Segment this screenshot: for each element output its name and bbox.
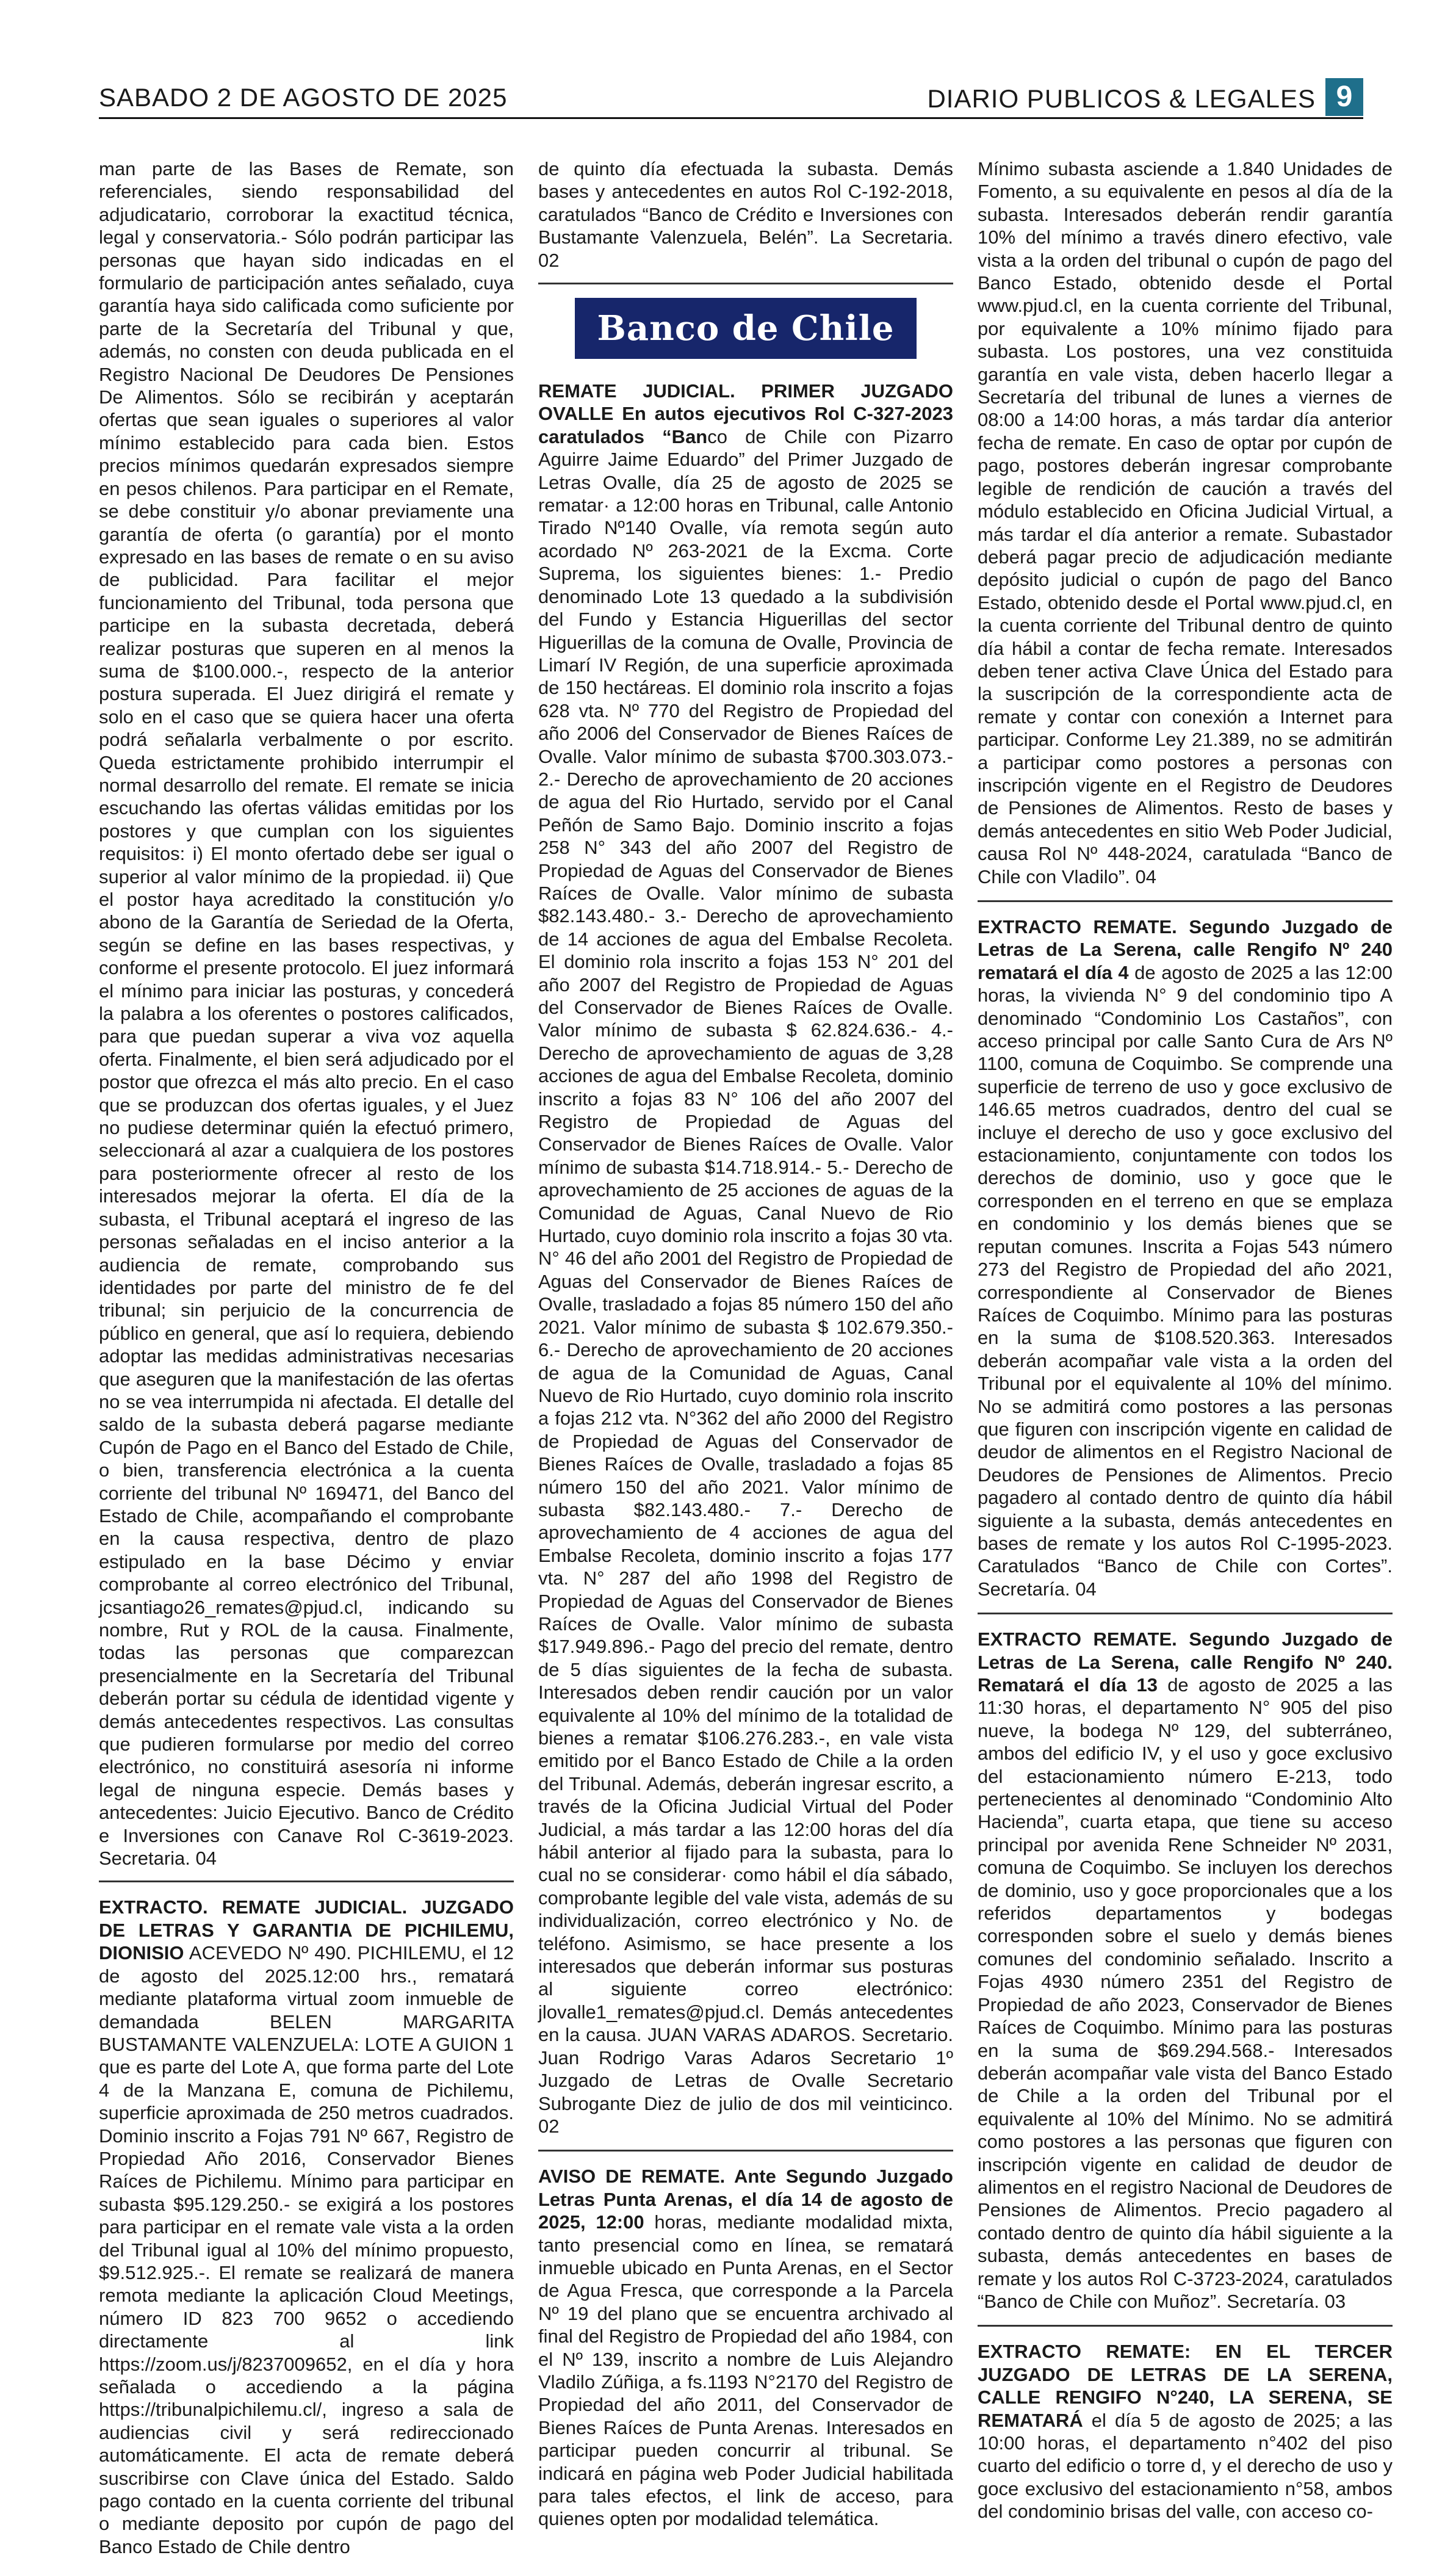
notice-heading: EXTRACTO REMATE. Segundo Juzgado de Letras de La Serena, calle Rengifo Nº 240 rematará el día 4 <box>978 916 1393 983</box>
notice-la-serena-munoz <box>978 1628 1393 2313</box>
notice-punta-arenas <box>538 2165 953 2531</box>
notice-divider <box>978 900 1393 902</box>
notice-continuation-vladilo: Mínimo subasta asciende a 1.840 Unidades de Fomento, a su equivalente en pesos al día de la subasta. Interesados deberán rendir garantía 10% del mínimo a través dinero efectivo, vale vista a la orden del tribunal o cupón de pago del Banco Estado, obtenido desde el Portal www.pjud.cl, en la cuenta corriente del Tribunal, por equivalente a 10% mínimo fijado para subasta. Los postores, una vez constituida garantía en vale vista, deben hacerlo llegar a Secretaría del tribunal de lunes a viernes de 08:00 a 14:00 horas, a más tardar día anterior fecha de remate. En caso de optar por cupón de pago, postores deberán ingresar comprobante legible de rendición de caución a través del módulo establecido en Oficina Judicial Virtual, a más tardar el día anterior a remate. Subastador deberá pagar precio de adjudicación mediante depósito judicial o cupón de pago del Banco Estado, obtenido desde el Portal www.pjud.cl, en la cuenta corriente del Tribunal dentro de quinto día hábil a contar de fecha remate. Interesados deben tener activa Clave Única del Estado para la suscripción de la correspondiente acta de remate y contar con conexión a Internet para participar. Conforme Ley 21.389, no se admitirán a participar como postores a personas con inscripción vigente en el Registro de Deudores de Pensiones de Alimentos. Resto de bases y demás antecedentes en sitio Web Poder Judicial, causa Rol Nº 448-2024, caratulada “Banco de Chile con Vladilo”. 04 <box>978 158 1393 887</box>
column-2 <box>538 157 953 2531</box>
notice-divider <box>99 1881 514 1882</box>
notice-body: ACEVEDO Nº 490. PICHILEMU, el 12 de agosto del 2025.12:00 hrs., rematará mediante plataforma virtual zoom inmueble de demandada BELEN MARGARITA BUSTAMANTE VALENZUELA: LOTE A GUION 1 que es parte del Lote A, que forma parte del Lote 4 de la Manzana E, comuna de Pichilemu, superficie aproximada de 250 metros cuadrados. Dominio inscrito a Fojas 791 Nº 667, Registro de Propiedad Año 2016, Conservador Bienes Raíces de Pichilemu. Mínimo para participar en subasta $95.129.250.- se exigirá a los postores para participar en el remate vale vista a la orden del Tribunal igual al 10% del mínimo propuesto, $9.512.925.-. El remate se realizará de manera remota mediante la aplicación Cloud Meetings, número ID 823 700 9652 o accediendo directamente al link https://zoom.us/j/8237009652, en el día y hora señalada o accediendo a la página https://tribunalpichilemu.cl/, ingreso a sala de audiencias civil y será redireccionado automáticamente. El acta de remate deberá suscribirse con Clave única del Estado. Saldo pago contado en la cuenta corriente del tribunal o mediante deposito por cupón de pago del Banco Estado de Chile dentro <box>99 1942 514 2557</box>
notice-continuation-bci-canave: man parte de las Bases de Remate, son referenciales, siendo responsabilidad del adjudicatario, corroborar la exactitud técnica, legal y conservatoria.- Sólo podrán participar las personas que hayan sido indicadas en el formulario de participación antes señalado, cuya garantía haya sido calificada como suficiente por parte de la Secretaría del Tribunal y que, además, no consten con deuda publicada en el Registro Nacional De Deudores De Pensiones De Alimentos. Sólo se recibirán y aceptarán ofertas que sean iguales o superiores al valor mínimo establecido para cada bien. Estos precios mínimos quedarán expresados siempre en pesos chilenos. Para participar en el Remate, se debe constituir y/o abonar previamente una garantía de oferta (o garantía) por el monto expresado en las bases de remate o en su aviso de publicidad. Para facilitar el mejor funcionamiento del Tribunal, toda persona que participe en la subasta decretada, deberá realizar posturas que superen en al menos la suma de $100.000.-, respecto de la anterior postura superada. El Juez dirigirá el remate y solo en el caso que se quiera hacer una oferta podrá señalarla verbalmente o por escrito. Queda estrictamente prohibido interrumpir el normal desarrollo del remate. El remate se inicia escuchando las ofertas válidas emitidas por los postores y que cumplan con los siguientes requisitos: i) El monto ofertado debe ser igual o superior al valor mínimo de la propiedad. ii) Que el postor haya acreditado la constitución y/o abono de la Garantía de Seriedad de la Oferta, según se define en las bases respectivas, y conforme el presente protocolo. El juez informará el mínimo para iniciar las posturas, y concederá la palabra a los oferentes o postores calificados, para que puedan superar a viva voz aquella oferta. Finalmente, el bien será adjudicado por el postor que ofrezca el más alto precio. En el caso que se produzcan dos ofertas iguales, y el Juez no pudiese determinar quién la efectuó primero, seleccionará al azar a cualquiera de los postores para posteriormente ofrecer al resto de los interesados mejorar la oferta. El día de la subasta, el Tribunal aceptará el ingreso de las personas señaladas en el inciso anterior a la audiencia de remate, comprobando sus identidades por parte del ministro de fe del tribunal; sin perjuicio de la concurrencia de público en general, que así lo requiera, debiendo adoptar las medidas administrativas necesarias que aseguren que la manifestación de las ofertas no se vea interrumpida ni afectada. El detalle del saldo de la subasta deberá pagarse mediante Cupón de Pago en el Banco del Estado de Chile, o bien, transferencia electrónica a la cuenta corriente del tribunal Nº 169471, del Banco del Estado de Chile, acompañando el comprobante en la causa respectiva, dentro de plazo estipulado en la base Décimo y enviar comprobante al correo electrónico del Tribunal, jcsantiago26_remates@pjud.cl, indicando su nombre, Rut y ROL de la causa. Finalmente, todas las personas que comparezcan presencialmente en la Secretaría del Tribunal deberán portar su cédula de identidad vigente y demás antecedentes respectivos. Las consultas que pudieren formularse por medio del correo electrónico, no constituirá asesoría ni informe legal de ninguna especie. Demás bases y antecedentes: Juicio Ejecutivo. Banco de Crédito e Inversiones con Canave Rol C-3619-2023. Secretaria. 04 <box>99 158 514 1870</box>
notice-la-serena-tercer-juzgado <box>978 2340 1393 2523</box>
notice-body: el día 5 de agosto de 2025; a las 10:00 horas, el departamento n°402 del piso cuarto del edificio o torre d, y el derecho de uso y goce exclusivo del estacionamiento n°58, ambos del condominio brisas del valle, con acceso co- <box>978 2409 1393 2523</box>
banco-de-chile-logo: Banco de Chile <box>575 298 917 359</box>
notice-body: de agosto de 2025 a las 12:00 horas, la vivienda N° 9 del condominio tipo A denominado “Condominio Los Castaños”, con acceso principal por calle Santo Cura de Ars Nº 1100, comuna de Coquimbo. Se comprende una superficie de terreno de uso y goce exclusivo de 146.65 metros cuadrados, dentro del cual se incluye el derecho de uso y goce exclusivo del estacionamiento, conjuntamente con todos los derechos de dominio, uso y goce que le corresponden en el terreno en que se emplaza en condominio y los demás bienes que se reputan comunes. Inscrita a Fojas 543 número 273 del Registro de Propiedad del año 2021, correspondiente al Conservador de Bienes Raíces de Coquimbo. Mínimo para las posturas en la suma de $108.520.363. Interesados deberán acompañar vale vista a la orden del Tribunal por el equivalente al 10% del mínimo. No se admitirá como postores a las personas que figuren con inscripción vigente en calidad de deudor de alimentos en el Registro Nacional de Deudores de Pensiones de Alimentos. Precio pagadero al contado dentro de quinto día hábil siguiente a la subasta, demás antecedentes en bases de remate y los autos Rol C-1995-2023. Caratulados “Banco de Chile con Cortes”. Secretaría. 04 <box>978 961 1393 1600</box>
notice-body: horas, mediante modalidad mixta, tanto presencial como en línea, se rematará inmueble ubicado en Punta Arenas, en el Sector de Agua Fresca, que corresponde a la Parcela Nº 19 del plano que se encuentra archivado al final del Registro de Propiedad del año 1984, con el Nº 139, inscrito a nombre de Luis Alejandro Vladilo Zúñiga, a fs.1193 N°2170 del Registro de Propiedad del año 2011, del Conservador de Bienes Raíces de Punta Arenas. Interesados en participar pueden concurrir al tribunal. Se indicará en página web Poder Judicial habilitada para tales efectos, el link de acceso, para quienes opten por modalidad telemática. <box>538 2211 953 2530</box>
notice-heading: REMATE JUDICIAL. PRIMER JUZGADO OVALLE En autos ejecutivos Rol C-327-2023 caratulados “Ban <box>538 380 953 447</box>
notice-body: de agosto de 2025 a las 11:30 horas, el departamento N° 905 del piso nueve, la bodega Nº 129, del subterráneo, ambos del edificio IV, y el uso y goce exclusivo del estacionamiento número E-213, todo pertenecientes al denominado “Condominio Alto Hacienda”, cuarta etapa, que tiene su acceso principal por avenida Rene Schneider Nº 2031, comuna de Coquimbo. Se incluyen los derechos de dominio, uso y goce proporcionales que a los referidos departamentos y bodegas corresponden sobre el suelo y demás bienes comunes del condominio señalado. Inscrito a Fojas 4930 número 2351 del Registro de Propiedad de año 2023, Conservador de Bienes Raíces de Coquimbo. Mínimo para las posturas en la suma de $69.294.568.- Interesados deberán acompañar vale vista del Banco Estado de Chile a la orden del Tribunal por el equivalente al 10% del Mínimo. No se admitirá como postores a las personas que figuren con inscripción vigente en calidad de deudor de alimentos en el registro Nacional de Deudores de Pensiones de Alimentos. Precio pagadero al contado dentro de quinto día hábil siguiente a la subasta, demás antecedentes en bases de remate y los autos Rol C-3723-2024, caratulados “Banco de Chile con Muñoz”. Secretaría. 03 <box>978 1674 1393 2312</box>
notice-body: co de Chile con Pizarro Aguirre Jaime Eduardo” del Primer Juzgado de Letras Ovalle, día 25 de agosto de 2025 se rematar· a 12:00 horas en Tribunal, calle Antonio Tirado Nº140 Ovalle, vía remota según auto acordado Nº 263-2021 de la Excma. Corte Suprema, los siguientes bienes: 1.- Predio denominado Lote 13 quedado a la subdivisión del Fundo y Estancia Higuerillas del sector Higuerillas de la comuna de Ovalle, Provincia de Limarí IV Región, de una superficie aproximada de 150 hectáreas. El dominio rola inscrito a fojas 628 vta. Nº 770 del Registro de Propiedad del año 2006 del Conservador de Bienes Raíces de Ovalle. Valor mínimo de subasta $700.303.073.- 2.- Derecho de aprovechamiento de 20 acciones de agua del Rio Hurtado, servido por el Canal Peñón de Samo Bajo. Dominio inscrito a fojas 258 N° 343 del año 2007 del Registro de Propiedad de Aguas del Conservador de Bienes Raíces de Ovalle. Valor mínimo de subasta $82.143.480.- 3.- Derecho de aprovechamiento de 14 acciones de agua del Embalse Recoleta. El dominio rola inscrito a fojas 153 N° 201 del año 2007 del Registro de Propiedad de Aguas del Conservador de Bienes Raíces de Ovalle. Valor mínimo de subasta $ 62.824.636.- 4.- Derecho de aprovechamiento de aguas de 3,28 acciones de agua del Embalse Recoleta, dominio inscrito a fojas 83 N° 106 del año 2007 del Registro de Propiedad de Aguas del Conservador de Bienes Raíces de Ovalle. Valor mínimo de subasta $14.718.914.- 5.- Derecho de aprovechamiento de 25 acciones de aguas de la Comunidad de Aguas, Canal Nuevo de Rio Hurtado, cuyo dominio rola inscrito a fojas 30 vta. N° 46 del año 2001 del Registro de Propiedad de Aguas del Conservador de Bienes Raíces de Ovalle, trasladado a fojas 85 número 150 del año 2021. Valor mínimo de subasta $ 102.679.350.- 6.- Derecho de aprovechamiento de 20 acciones de agua de la Comunidad de Aguas, Canal Nuevo de Rio Hurtado, cuyo dominio rola inscrito a fojas 212 vta. N°362 del año 2000 del Registro de Propiedad de Aguas del Conservador de Bienes Raíces de Ovalle, trasladado a fojas 85 número 150 del año 2021. Valor mínimo de subasta $82.143.480.- 7.- Derecho de aprovechamiento de 4 acciones de agua del Embalse Recoleta, dominio inscrito a fojas 177 vta. N° 287 del año 1998 del Registro de Propiedad de Aguas del Conservador de Bienes Raíces de Ovalle. Valor mínimo de subasta $17.949.896.- Pago del precio del remate, dentro de 5 días siguientes de la fecha de subasta. Interesados deben rendir caución por un valor equivalente al 10% del mínimo de la totalidad de bienes a rematar $106.276.283.-, en vale vista emitido por el Banco Estado de Chile a la orden del Tribunal. Además, deberán ingresar escrito, a través de la Oficina Judicial Virtual del Poder Judicial, a más tardar a las 12:00 horas del día hábil anterior al fijado para la subasta, para lo cual no se considerar· como hábil el día sábado, comprobante legible del vale vista, además de su individualización, correo electrónico y No. de teléfono. Asimismo, se hace presente a los interesados que deberán informar sus posturas al siguiente correo electrónico: jlovalle1_remates@pjud.cl. Demás antecedentes en la causa. JUAN VARAS ADAROS. Secretario. Juan Rodrigo Varas Adaros Secretario 1º Juzgado de Letras de Ovalle Secretario Subrogante Diez de julio de dos mil veinticinco. 02 <box>538 425 953 2137</box>
issue-date: SABADO 2 DE AGOSTO DE 2025 <box>99 83 508 112</box>
page-number-badge: 9 <box>1325 78 1363 116</box>
column-3 <box>978 157 1393 2523</box>
column-1 <box>99 157 514 2558</box>
notice-divider <box>538 2150 953 2152</box>
notice-heading: AVISO DE REMATE. Ante Segundo Juzgado Letras Punta Arenas, el día 14 de agosto de 2025, 12:00 <box>538 2166 953 2233</box>
publication-title: DIARIO PUBLICOS & LEGALES <box>927 84 1316 113</box>
notice-divider <box>538 283 953 284</box>
notice-ovalle <box>538 380 953 2137</box>
notice-heading: EXTRACTO. REMATE JUDICIAL. JUZGADO DE LETRAS Y GARANTIA DE PICHILEMU, DIONISIO <box>99 1896 514 1964</box>
notice-heading: EXTRACTO REMATE. Segundo Juzgado de Letras de La Serena, calle Rengifo Nº 240. Rematará el día 13 <box>978 1628 1393 1696</box>
notice-continuation-bci-bustamante: de quinto día efectuada la subasta. Demás bases y antecedentes en autos Rol C-192-2018, caratulados “Banco de Crédito e Inversiones con Bustamante Valenzuela, Belén”. La Secretaria. 02 <box>538 158 953 271</box>
notice-divider <box>978 2325 1393 2327</box>
notice-la-serena-cortes <box>978 916 1393 1600</box>
page-header <box>99 78 1363 119</box>
notice-pichilemu <box>99 1896 514 2558</box>
notice-heading: EXTRACTO REMATE: EN EL TERCER JUZGADO DE LETRAS DE LA SERENA, CALLE RENGIFO N°240, LA SERENA, SE REMATARÁ <box>978 2341 1393 2431</box>
notice-divider <box>978 1613 1393 1614</box>
